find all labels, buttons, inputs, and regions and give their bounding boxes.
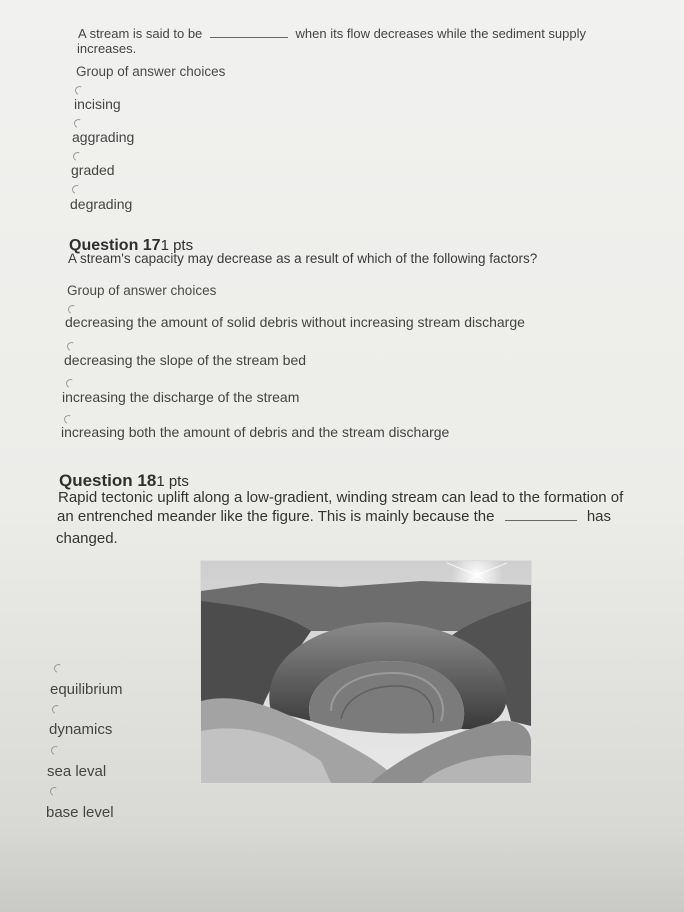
q16-option-4: degrading	[70, 196, 133, 212]
q18-points: 1 pts	[156, 473, 189, 490]
q16-option-3: graded	[71, 162, 115, 178]
q18-prompt-line2-start: an entrenched meander like the figure. This is mainly because the	[57, 508, 495, 525]
q17-option-3: increasing the discharge of the stream	[62, 389, 300, 405]
q18-radio-2[interactable]	[51, 704, 63, 716]
q18-option-4: base level	[46, 804, 114, 821]
q16-prompt-line2: increases.	[77, 41, 137, 56]
q16-prompt-start: A stream is said to be	[78, 26, 203, 41]
q17-group-label: Group of answer choices	[67, 283, 217, 298]
q18-title: Question 18	[59, 471, 157, 490]
q16-prompt-end: when its flow decreases while the sediment supply	[295, 26, 587, 41]
q18-radio-4[interactable]	[49, 786, 61, 798]
q17-option-2: decreasing the slope of the stream bed	[64, 352, 307, 368]
q16-blank	[210, 37, 288, 38]
entrenched-meander-photo	[200, 560, 532, 784]
q16-group-label: Group of answer choices	[76, 64, 226, 79]
q17-prompt: A stream's capacity may decrease as a result of which of the following factors?	[68, 251, 538, 266]
q18-option-1: equilibrium	[50, 681, 123, 698]
q17-title: Question 17	[69, 237, 161, 254]
q17-option-4: increasing both the amount of debris and the stream discharge	[61, 424, 450, 440]
q18-prompt-line2-end: has	[586, 508, 612, 525]
q16-prompt-line1	[78, 26, 586, 41]
q18-heading	[59, 471, 189, 491]
q18-prompt-line3: changed.	[56, 530, 118, 547]
q16-option-2: aggrading	[72, 129, 135, 145]
q18-prompt-line2	[57, 508, 611, 525]
q18-prompt-line1: Rapid tectonic uplift along a low-gradient, winding stream can lead to the formation of	[58, 489, 624, 506]
q17-option-1: decreasing the amount of solid debris without increasing stream discharge	[65, 314, 525, 330]
q17-radio-2[interactable]	[66, 341, 78, 353]
q16-radio-1[interactable]	[74, 85, 86, 97]
q18-radio-1[interactable]	[53, 663, 65, 675]
q18-option-2: dynamics	[49, 721, 113, 738]
q18-option-3: sea leval	[47, 763, 107, 780]
q17-radio-3[interactable]	[65, 378, 77, 390]
q18-radio-3[interactable]	[50, 745, 62, 757]
q16-option-1: incising	[74, 96, 121, 112]
q16-radio-2[interactable]	[73, 118, 85, 130]
q16-radio-3[interactable]	[72, 151, 84, 163]
q16-radio-4[interactable]	[71, 184, 83, 196]
q18-blank	[505, 520, 577, 521]
q17-points: 1 pts	[160, 237, 194, 254]
